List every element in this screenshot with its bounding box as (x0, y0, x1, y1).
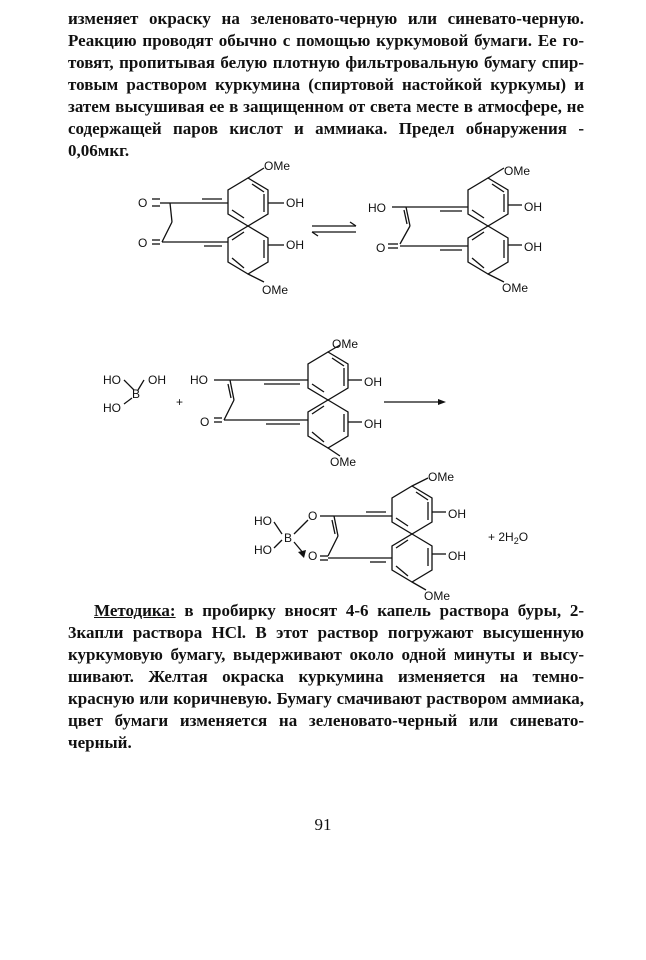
text-line: товым раствором куркумина (спиртовой настойкой куркумы) и (68, 75, 584, 94)
text-line: затем высушивая ее в защищенном от света месте в атмосфере, не (68, 97, 584, 116)
curcumin-enol-structure (368, 164, 542, 295)
label-ho: HO (103, 401, 121, 415)
text-line: куркумовую бумагу, выдерживают около одной минуты и высу- (68, 645, 584, 664)
label-o: O (138, 196, 148, 210)
text-line: содержащей паров кислот и аммиака. Предел обнаружения - (68, 119, 584, 138)
label-ome: OMe (262, 283, 289, 297)
text-line: 0,06мкг. (68, 141, 130, 160)
text-line: шивают. Желтая окраска куркумина изменяется на темно- (68, 667, 584, 686)
label-ome: OMe (424, 589, 451, 600)
page-number: 91 (314, 815, 332, 834)
label-o: O (200, 415, 210, 429)
label-o: O (308, 549, 318, 563)
curcumin-keto-structure (138, 159, 304, 297)
water-byproduct: + $2H_2O$ (488, 530, 529, 546)
reaction-arrow (384, 399, 446, 405)
label-ho: HO (368, 201, 386, 215)
label-ome: OMe (332, 337, 359, 351)
label-ho: HO (254, 514, 272, 528)
boric-acid-structure (103, 373, 166, 415)
text-line: товят, пропитывая белую плотную фильтровальную бумагу спир- (68, 53, 584, 72)
curcumin-enol-reactant (190, 337, 382, 469)
label-ome: OMe (428, 470, 455, 484)
label-oh: OH (364, 417, 382, 431)
text-line: 3капли раствора HCl. В этот раствор погружают высушенную (68, 623, 584, 642)
label-ome: OMe (504, 164, 531, 178)
label-ho: HO (254, 543, 272, 557)
label-o: O (308, 509, 318, 523)
label-ome: OMe (264, 159, 291, 173)
label-oh: OH (364, 375, 382, 389)
label-ho: HO (103, 373, 121, 387)
label-ome: OMe (502, 281, 529, 295)
text-line: черный. (68, 733, 132, 752)
text-line: цвет бумаги изменяется на зеленовато-черный или синевато- (68, 711, 584, 730)
paragraph-method (68, 600, 584, 754)
label-oh: OH (524, 240, 542, 254)
label-oh: OH (448, 507, 466, 521)
label-oh: OH (286, 196, 304, 210)
label-ome: OMe (330, 455, 357, 469)
plus-sign: + (176, 395, 184, 409)
text-line: Методика: в пробирку вносят 4-6 капель раствора буры, 2- (94, 601, 584, 620)
label-ho: HO (190, 373, 208, 387)
text-line: изменяет окраску на зеленовато-черную или синевато-черную. (68, 9, 584, 28)
rosocyanin-complex-structure (254, 470, 466, 600)
label-o: O (138, 236, 148, 250)
text-line: Реакцию проводят обычно с помощью куркумовой бумаги. Ее го- (68, 31, 584, 50)
method-label: Методика: (94, 601, 176, 620)
text-line: красную или коричневую. Бумагу смачивают раствором аммиака, (68, 689, 584, 708)
label-oh: OH (286, 238, 304, 252)
label-oh: OH (524, 200, 542, 214)
equilibrium-arrow (312, 222, 356, 236)
label-oh: OH (448, 549, 466, 563)
label-b: B (132, 387, 141, 401)
label-oh: OH (148, 373, 166, 387)
label-o: O (376, 241, 386, 255)
label-b: B (284, 531, 293, 545)
